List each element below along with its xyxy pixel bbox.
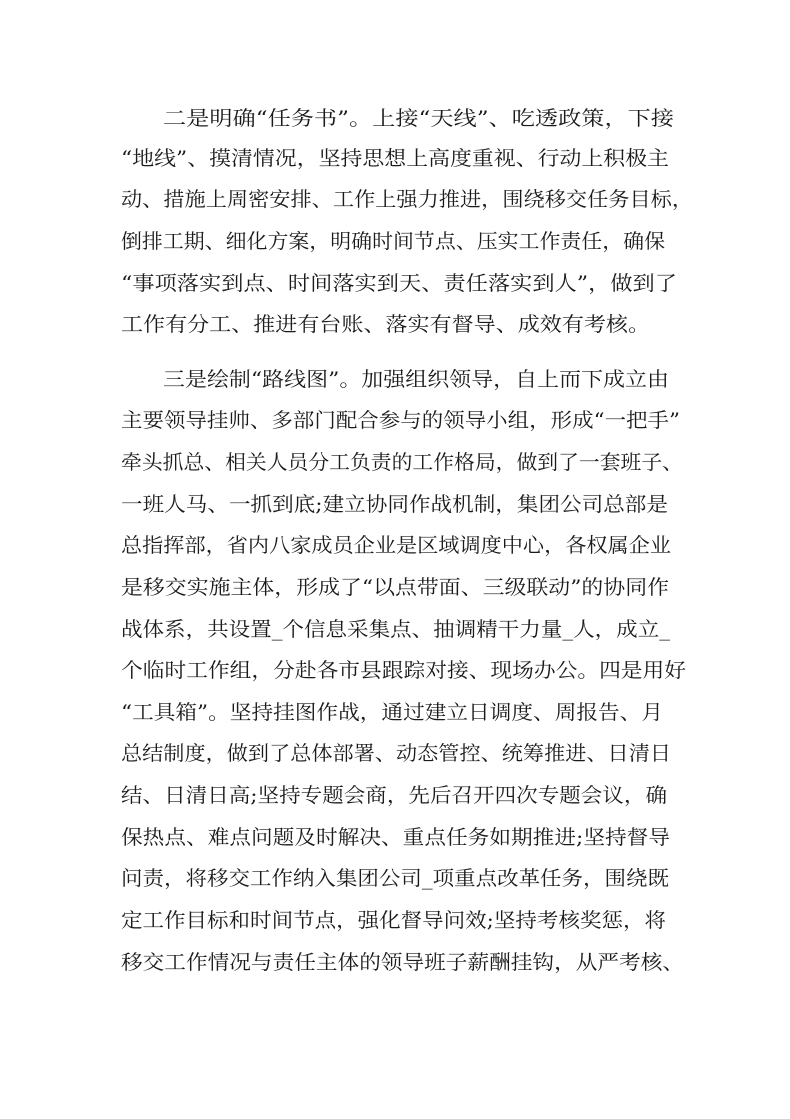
text-line bbox=[0, 105, 790, 145]
line-text: 倒排工期、细化方案，明确时间节点、压实工作责任，确保 bbox=[121, 229, 665, 253]
line-text: 牵头抓总、相关人员分工负责的工作格局，做到了一套班子、 bbox=[121, 450, 683, 474]
text-line bbox=[0, 782, 790, 822]
line-text: 保热点、难点问题及时解决、重点任务如期推进;坚持督导 bbox=[121, 825, 670, 849]
text-line bbox=[0, 699, 790, 739]
line-text: 个临时工作组，分赴各市县跟踪对接、现场办公。四是用好 bbox=[121, 658, 686, 682]
line-text: 总指挥部，省内八家成员企业是区域调度中心，各权属企业 bbox=[121, 533, 671, 557]
line-text: 是移交实施主体，形成了“以点带面、三级联动”的协同作 bbox=[121, 575, 669, 599]
line-text: “地线”、摸清情况，坚持思想上高度重视、行动上积极主 bbox=[121, 146, 669, 170]
line-text: 移交工作情况与责任主体的领导班子薪酬挂钩，从严考核、 bbox=[121, 950, 684, 974]
line-text: 结、日清日高;坚持专题会商，先后召开四次专题会议，确 bbox=[121, 783, 667, 807]
text-line bbox=[0, 949, 790, 989]
line-text: 主要领导挂帅、多部门配合参与的领导小组，形成“一把手” bbox=[121, 408, 680, 432]
line-text: “工具箱”。坚持挂图作战，通过建立日调度、周报告、月 bbox=[121, 700, 663, 724]
text-line bbox=[0, 491, 790, 531]
text-line bbox=[0, 186, 790, 226]
text-line bbox=[0, 228, 790, 268]
line-text: 三是绘制“路线图”。加强组织领导，自上而下成立由 bbox=[163, 367, 669, 391]
line-text: 二是明确“任务书”。上接“天线”、吃透政策，下接 bbox=[163, 106, 674, 130]
line-text: 一班人马、一抓到底;建立协同作战机制，集团公司总部是 bbox=[121, 492, 668, 516]
line-text: 战体系，共设置_个信息采集点、抽调精干力量_人，成立_ bbox=[121, 617, 670, 641]
line-text: 定工作目标和时间节点，强化督导问效;坚持考核奖惩，将 bbox=[121, 908, 666, 932]
line-text: 动、措施上周密安排、工作上强力推进，围绕移交任务目标， bbox=[121, 187, 693, 211]
line-text: 问责，将移交工作纳入集团公司_项重点改革任务，围绕既 bbox=[121, 866, 669, 890]
text-line bbox=[0, 865, 790, 905]
text-line bbox=[0, 616, 790, 656]
text-line bbox=[0, 907, 790, 947]
text-line bbox=[0, 311, 790, 351]
line-text: “事项落实到点、时间落实到天、责任落实到人”，做到了 bbox=[121, 271, 677, 295]
text-line bbox=[0, 740, 790, 780]
text-line bbox=[0, 270, 790, 310]
text-line bbox=[0, 574, 790, 614]
text-line bbox=[0, 145, 790, 185]
line-text: 工作有分工、推进有台账、落实有督导、成效有考核。 bbox=[121, 312, 650, 336]
text-line bbox=[0, 532, 790, 572]
text-line bbox=[0, 366, 790, 406]
text-line bbox=[0, 449, 790, 489]
line-text: 总结制度，做到了总体部署、动态管控、统筹推进、日清日 bbox=[121, 741, 671, 765]
text-line bbox=[0, 407, 790, 447]
text-line bbox=[0, 824, 790, 864]
text-line bbox=[0, 657, 790, 697]
